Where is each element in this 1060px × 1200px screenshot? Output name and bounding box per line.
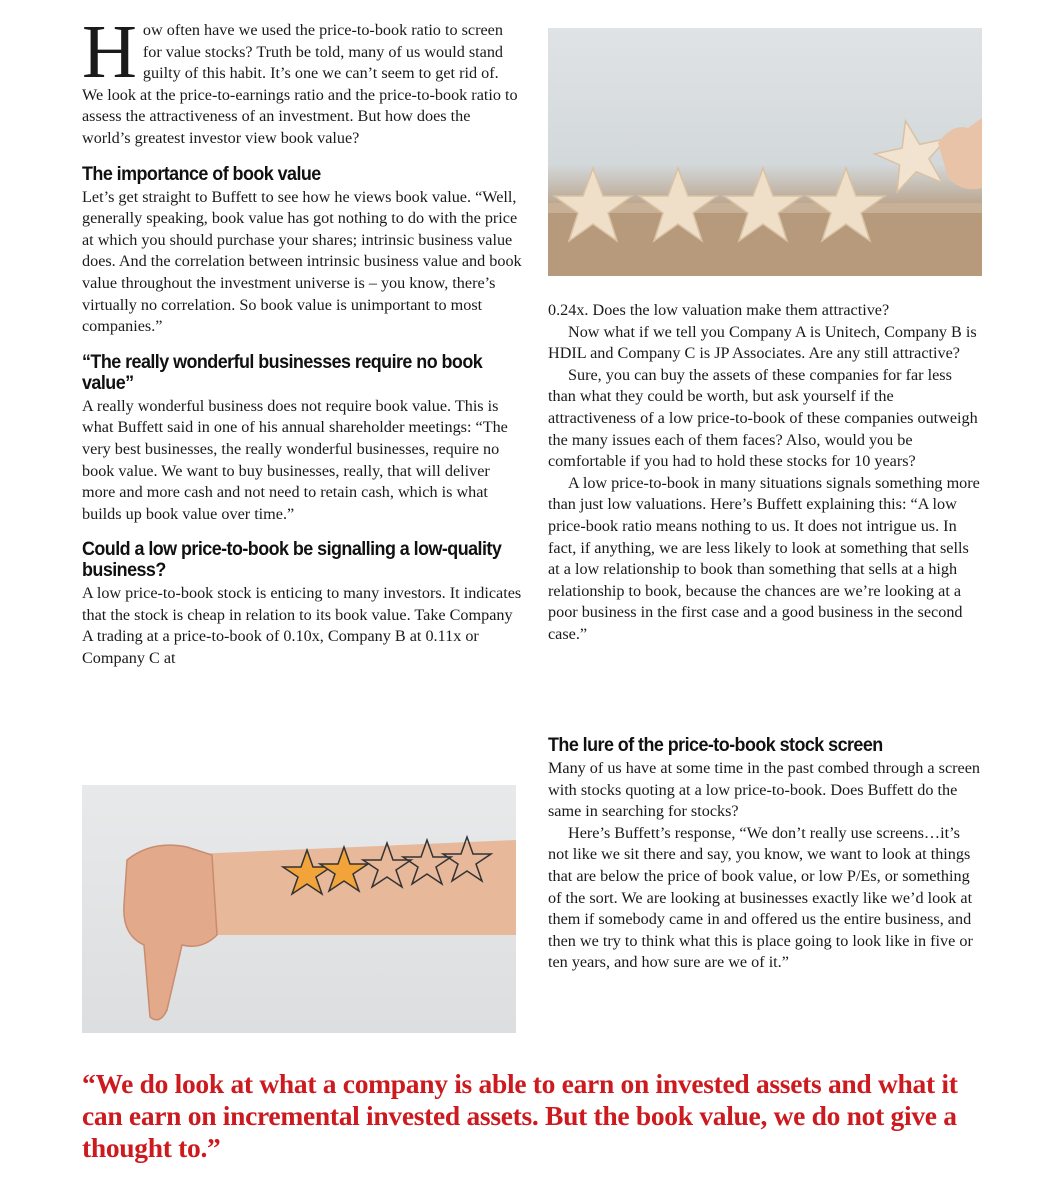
thumbs-down-photo [82, 785, 516, 1033]
pull-quote: “We do look at what a company is able to earn on invested assets and what it can earn on incremental invested assets. But the book value, we do not give a thought to.” [82, 1068, 958, 1163]
drop-cap: H [82, 10, 137, 94]
right-paragraph: Sure, you can buy the assets of these companies for far less than what they could be worth, but ask yourself if the attractiveness of a low price-to-book of these companies outweigh the many issues each of them faces? Also, would you be comfortable if you had to hold these stocks for 10 years? [548, 365, 978, 471]
right-section-paragraph: Many of us have at some time in the past combed through a screen with stocks quoting at a low price-to-book. Does Buffett do the same in searching for stocks? [548, 759, 980, 821]
section-heading: The lure of the price-to-book stock screen [548, 734, 883, 756]
section-heading: “The really wonderful businesses require no book value” [82, 350, 483, 394]
right-paragraph: A low price-to-book in many situations signals something more than just low valuations. Here’s Buffett explaining this: “A low price-book ratio means nothing to us. It does not intrigue us. In fact, if anything, we are less likely to look at something that sells at a low relationship to book than something that sells at a high relationship to book, because the chances are we’re looking at a poor business in the first case and a good business in the second case.” [548, 473, 980, 643]
hand-shape [938, 118, 982, 189]
fist-shape [124, 845, 217, 1020]
intro-text: ow often have we used the price-to-book ratio to screen for value stocks? Truth be told, many of us would stand guilty of this habit. It’s one we can’t seem to get rid of. We look at the price-to-earnings ratio and the price-to-book ratio to assess the attractiveness of an investment. But how does the world’s greatest investor view book value? [82, 21, 518, 147]
right-section-paragraph: Here’s Buffett’s response, “We don’t really use screens…it’s not like we sit there and say, you know, we want to look at things that are below the price of book value, or low P/Es, or something of the sort. We are looking at businesses exactly like we’d look at them if somebody came in and offered us the entire business, and then we try to think what this is place going to look like in five or ten years, and how sure are we of it.” [548, 823, 973, 972]
left-column [82, 10, 522, 670]
thumbs-down-illustration [82, 785, 516, 1033]
wooden-stars-photo [548, 28, 982, 276]
wooden-stars-illustration [548, 28, 982, 276]
section-paragraph: A really wonderful business does not require book value. This is what Buffett said in one of his annual shareholder meetings: “The very best businesses, the really wonderful businesses, require no book value. We want to buy businesses, really, that will deliver more and more cash and not need to retain cash, which is what builds up book value over time.” [82, 396, 508, 523]
section-heading: The importance of book value [82, 162, 321, 185]
right-paragraph: Now what if we tell you Company A is Unitech, Company B is HDIL and Company C is JP Associates. Are any still attractive? [548, 322, 977, 363]
section-paragraph: A low price-to-book stock is enticing to many investors. It indicates that the stock is cheap in relation to its book value. Take Company A trading at a price-to-book of 0.10x, Company B at 0.11x or Company C at [82, 584, 522, 668]
section-heading: Could a low price-to-book be signalling a low-quality business? [82, 538, 502, 582]
right-section [548, 735, 980, 974]
section-paragraph: Let’s get straight to Buffett to see how he views book value. “Well, generally speaking, book value has got nothing to do with the price at which you should purchase your shares; intrinsic business value does. And the correlation between intrinsic business value and book value throughout the investment universe is – you know, there’s virtually no correlation. So book value is unimportant to most companies.” [82, 187, 522, 336]
intro-paragraph [82, 10, 522, 150]
right-column [548, 300, 980, 646]
right-paragraph: 0.24x. Does the low valuation make them attractive? [548, 301, 890, 319]
